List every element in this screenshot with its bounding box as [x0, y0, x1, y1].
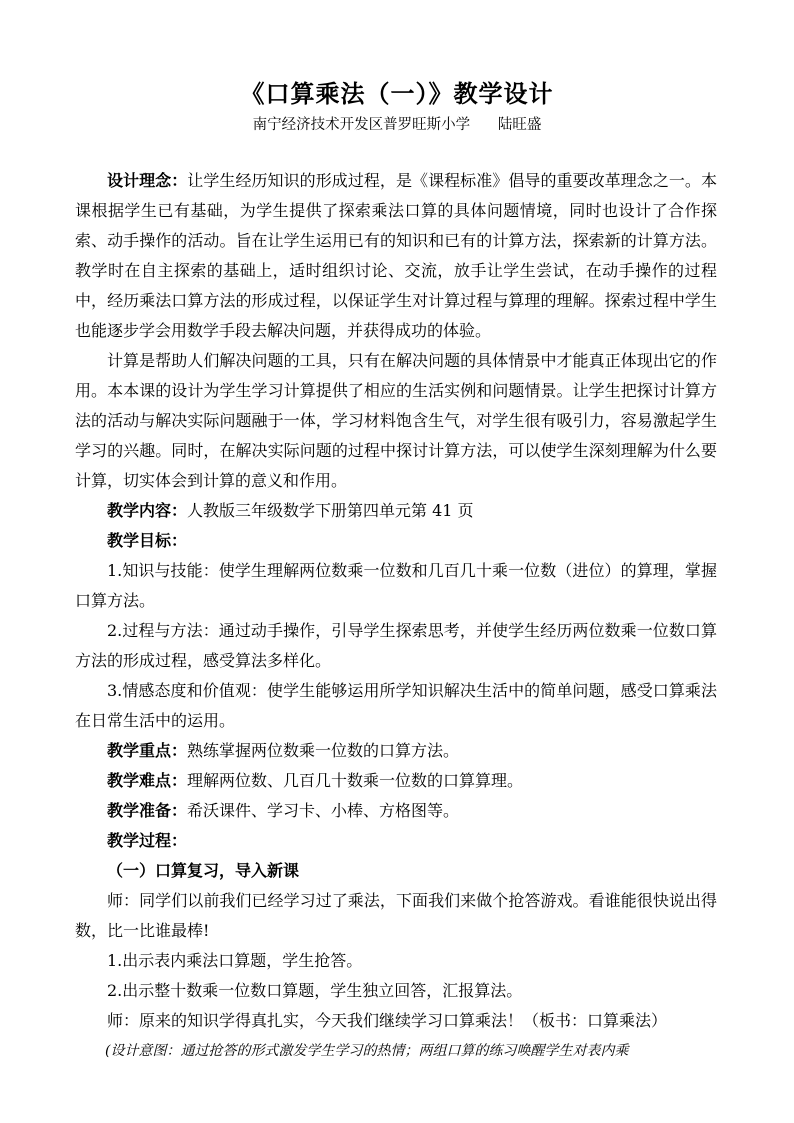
goals-heading	[75, 526, 717, 556]
section-heading: （一）口算复习，导入新课	[107, 861, 300, 880]
preparation-paragraph	[75, 796, 717, 826]
key-point-label: 教学重点：	[107, 741, 188, 760]
goals-label: 教学目标：	[107, 531, 188, 550]
calc-paragraph: 计算是帮助人们解决问题的工具，只有在解决问题的具体情景中才能真正体现出它的作用。本本课的设计为学生学习计算提供了相应的生活实例和问题情景。让学生把探讨计算方法的活动与解决实际问题融于一体，学习材料饱含生气，对学生很有吸引力，容易激起学生学习的兴趣。同时，在解决实际问题的过程中探讨计算方法，可以使学生深刻理解为什么要计算，切实体会到计算的意义和作用。	[75, 351, 717, 490]
preparation-text: 希沃课件、学习卡、小棒、方格图等。	[187, 801, 460, 820]
process-line: 1.出示表内乘法口算题，学生抢答。	[107, 951, 363, 970]
page-title: 《口算乘法（一）》教学设计	[240, 80, 554, 108]
process-label: 教学过程：	[107, 831, 188, 850]
design-concept-text: 让学生经历知识的形成过程，是《课程标准》倡导的重要改革理念之一。本课根据学生已有基础，为学生提供了探索乘法口算的具体问题情境，同时也设计了合作探索、动手操作的活动。旨在让学生运用已有的知识和已有的计算方法，探索新的计算方法。教学时在自主探索的基础上，适时组织讨论、交流，放手让学生尝试，在动手操作的过程中，经历乘法口算方法的形成过程，以保证学生对计算过程与算理的理解。探索过程中学生也能逐步学会用数学手段去解决问题，并获得成功的体验。	[75, 171, 717, 340]
content-label: 教学内容：	[107, 501, 188, 520]
goal-item: 3.情感态度和价值观：使学生能够运用所学知识解决生活中的简单问题，感受口算乘法在日常生活中的运用。	[75, 681, 717, 730]
content-paragraph	[75, 496, 717, 526]
preparation-label: 教学准备：	[107, 801, 188, 820]
author-line: 南宁经济技术开发区普罗旺斯小学 陆旺盛	[252, 117, 542, 133]
process-line: 2.出示整十数乘一位数口算题，学生独立回答，汇报算法。	[107, 981, 523, 1000]
process-heading	[75, 826, 717, 856]
difficulty-paragraph	[75, 766, 717, 796]
difficulty-label: 教学难点：	[107, 771, 188, 790]
goal-item: 2.过程与方法：通过动手操作，引导学生探索思考，并使学生经历两位数乘一位数口算方法的形成过程，感受算法多样化。	[75, 621, 717, 670]
document-body	[75, 166, 717, 1066]
content-text: 人教版三年级数学下册第四单元第 41 页	[187, 501, 474, 520]
key-point-text: 熟练掌握两位数乘一位数的口算方法。	[187, 741, 460, 760]
difficulty-text: 理解两位数、几百几十数乘一位数的口算算理。	[187, 771, 524, 790]
design-intent-note: (设计意图：通过抢答的形式激发学生学习的热情；两组口算的练习唤醒学生对表内乘	[105, 1043, 629, 1059]
design-concept-label: 设计理念：	[107, 171, 188, 190]
key-point-paragraph	[75, 736, 717, 766]
design-concept-paragraph	[75, 166, 717, 346]
process-line: 师：原来的知识学得真扎实，今天我们继续学习口算乘法！（板书：口算乘法）	[107, 1011, 668, 1030]
goal-item: 1.知识与技能：使学生理解两位数乘一位数和几百几十乘一位数（进位）的算理，掌握口算方法。	[75, 561, 717, 610]
process-line: 师：同学们以前我们已经学习过了乘法，下面我们来做个抢答游戏。看谁能很快说出得数，比一比谁最棒!	[75, 891, 717, 940]
